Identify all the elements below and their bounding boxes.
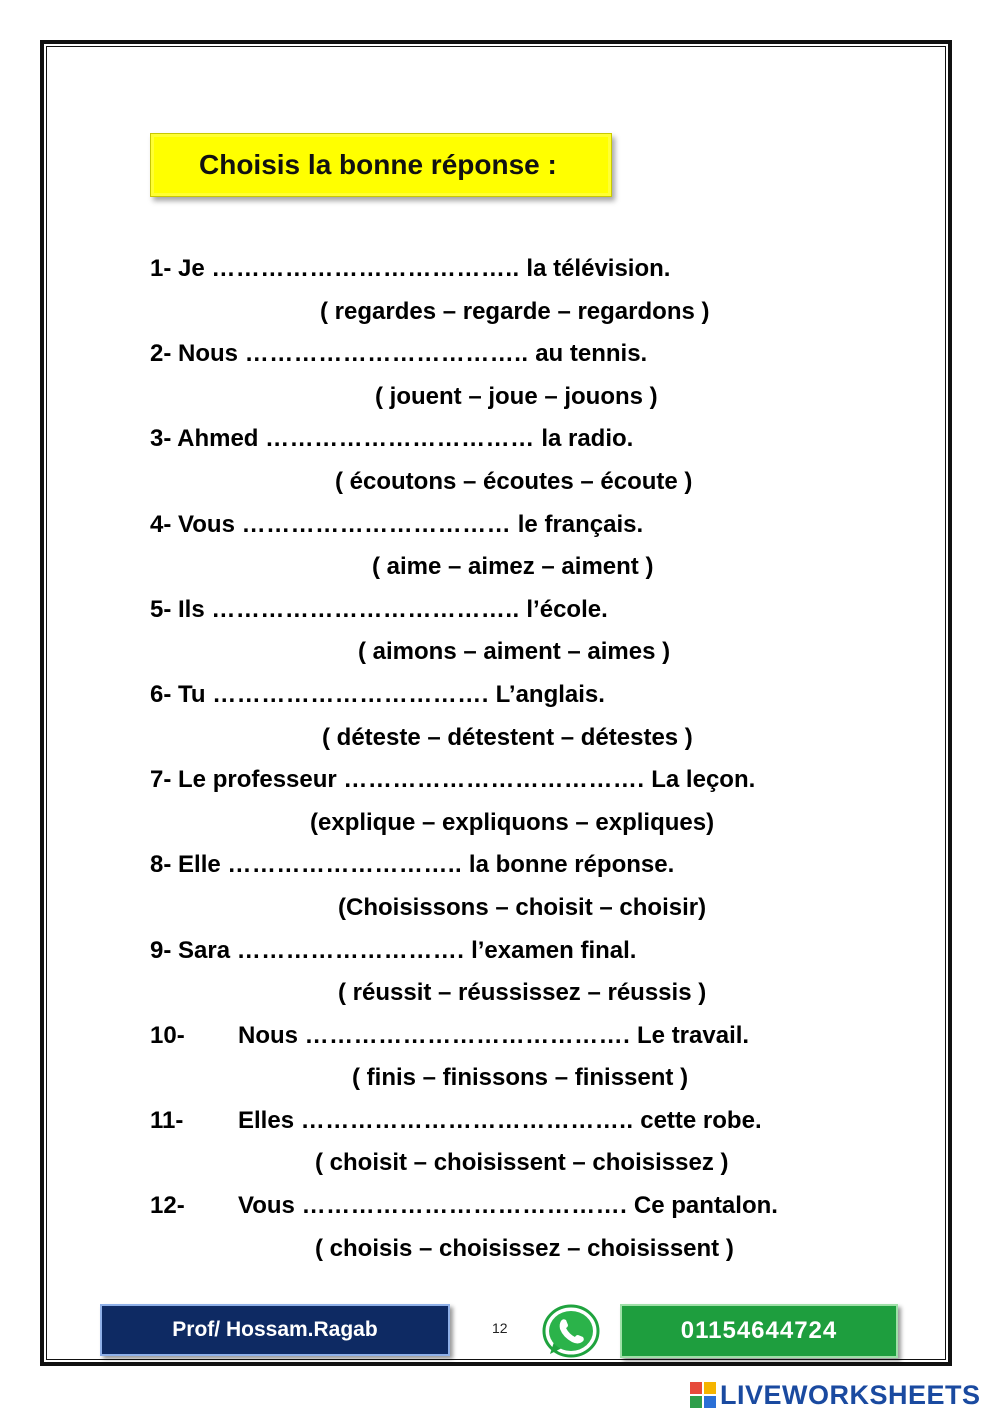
question-subject: Je: [178, 255, 205, 282]
answer-options: ( écoutons – écoutes – écoute ): [335, 467, 693, 495]
answer-options: ( aime – aimez – aiment ): [372, 553, 654, 581]
question-subject: Elles: [238, 1106, 295, 1134]
question-ending: cette robe.: [640, 1106, 762, 1134]
answer-blank: ……………………………….: [343, 766, 645, 794]
question-ending: le français.: [517, 510, 644, 538]
answer-options: ( regardes – regarde – regardons ): [320, 297, 710, 325]
question-ending: l’école.: [526, 595, 608, 623]
answer-blank: ………………………..: [227, 851, 463, 879]
author-name: Prof/ Hossam.Ragab: [172, 1318, 378, 1341]
liveworksheets-logo: [690, 1378, 981, 1412]
question-number: 9-: [150, 936, 172, 964]
answer-options: ( réussit – réussissez – réussis ): [338, 979, 707, 1007]
logo-square: [690, 1396, 702, 1408]
question-number: 3-: [150, 425, 172, 453]
question-3: [150, 418, 850, 461]
phone-banner: [620, 1304, 898, 1358]
question-ending: la radio.: [541, 425, 634, 453]
question-number: 7-: [150, 766, 172, 794]
answer-options: ( déteste – détestent – détestes ): [322, 723, 693, 751]
question-number: 12-: [150, 1192, 185, 1220]
question-ending: La leçon.: [651, 766, 756, 794]
question-4: [150, 504, 850, 547]
answer-options: ( choisis – choisissez – choisissent ): [315, 1234, 734, 1262]
exercise-list: [150, 248, 850, 1270]
question-subject: Tu: [178, 680, 206, 708]
logo-squares-icon: [690, 1382, 716, 1408]
exercise-title: Choisis la bonne réponse :: [199, 149, 557, 180]
question-11: [150, 1100, 850, 1143]
question-number: 5-: [150, 595, 172, 623]
answer-blank: …………………………………..: [300, 1106, 634, 1134]
question-subject: Nous: [178, 340, 239, 368]
question-5: [150, 589, 850, 632]
question-number: 11-: [150, 1106, 184, 1134]
answer-blank: …………………………….: [212, 680, 489, 708]
question-6: [150, 674, 850, 717]
question-10: [150, 1015, 850, 1058]
question-subject: Le professeur: [178, 766, 337, 794]
answer-blank: ………………………………….: [304, 1021, 631, 1049]
question-subject: Ahmed: [177, 425, 259, 453]
answer-options: ( finis – finissons – finissent ): [352, 1064, 689, 1092]
question-ending: l’examen final.: [471, 936, 637, 964]
question-ending: la télévision.: [526, 255, 671, 282]
answer-options: (Choisissons – choisit – choisir): [338, 893, 707, 921]
logo-square: [690, 1382, 702, 1394]
answer-blank: ……………………………: [265, 425, 535, 453]
page-number: 12: [492, 1320, 508, 1336]
logo-square: [704, 1396, 716, 1408]
question-subject: Elle: [178, 851, 221, 879]
answer-blank: ………………………………..: [211, 255, 520, 282]
whatsapp-icon: [538, 1304, 602, 1362]
answer-blank: ………………………………….: [301, 1192, 628, 1220]
question-subject: Sara: [178, 936, 231, 964]
phone-number: 01154644724: [680, 1317, 838, 1344]
question-2: [150, 333, 850, 376]
question-number: 4-: [150, 510, 172, 538]
question-number: 8-: [150, 851, 172, 879]
question-number: 6-: [150, 680, 172, 708]
logo-text: LIVEWORKSHEETS: [720, 1379, 981, 1410]
question-subject: Vous: [178, 510, 235, 538]
question-ending: Le travail.: [637, 1021, 750, 1049]
question-7: [150, 759, 850, 802]
question-number: 10-: [150, 1021, 185, 1049]
answer-options: ( choisit – choisissent – choisissez ): [315, 1149, 729, 1177]
author-banner: [100, 1304, 450, 1356]
answer-options: ( jouent – joue – jouons ): [375, 382, 658, 410]
answer-options: ( aimons – aiment – aimes ): [358, 638, 671, 666]
logo-square: [704, 1382, 716, 1394]
question-ending: L’anglais.: [495, 680, 605, 708]
question-number: 1-: [150, 255, 172, 282]
question-9: [150, 930, 850, 973]
question-12: [150, 1185, 850, 1228]
answer-blank: ……………………………..: [244, 340, 529, 368]
question-subject: Vous: [238, 1192, 295, 1220]
exercise-title-box: [150, 133, 612, 197]
question-ending: au tennis.: [535, 340, 648, 368]
answer-options: (explique – expliquons – expliques): [310, 808, 715, 836]
answer-blank: ……………………….: [236, 936, 465, 964]
question-subject: Nous: [238, 1021, 298, 1049]
question-number: 2-: [150, 340, 172, 368]
answer-blank: ………………………………..: [211, 595, 520, 623]
question-8: [150, 844, 850, 887]
question-ending: Ce pantalon.: [633, 1192, 778, 1220]
question-1: [150, 248, 850, 291]
question-subject: Ils: [178, 595, 205, 623]
question-ending: la bonne réponse.: [468, 851, 675, 879]
answer-blank: ……………………………: [241, 510, 512, 538]
